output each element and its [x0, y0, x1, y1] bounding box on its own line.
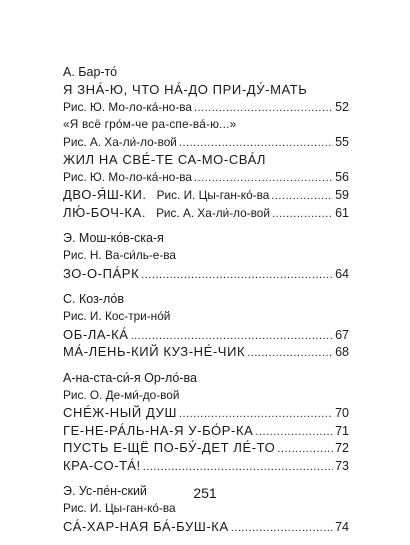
toc-entry[interactable]	[63, 422, 349, 440]
author-name: А. Бар-то́	[63, 65, 118, 79]
toc-entry[interactable]	[63, 404, 349, 422]
entry-title: ЛЮ́-БОЧ-КА.	[63, 204, 147, 220]
dot-leader	[247, 345, 333, 363]
toc-section	[63, 371, 349, 475]
entry-title: СНЕ́Ж-НЫЙ ДУШ	[63, 405, 177, 420]
toc-entry[interactable]	[63, 186, 349, 204]
dot-leader	[194, 170, 333, 188]
toc-entry[interactable]	[63, 343, 349, 361]
illustrator-credit: Рис. Н. Ва-си́ль-е-ва	[63, 248, 176, 262]
dot-leader	[143, 459, 333, 477]
toc-entry[interactable]	[63, 439, 349, 457]
toc-entry[interactable]	[63, 81, 349, 99]
author-name: С. Коз-ло́в	[63, 292, 124, 306]
toc-entry[interactable]	[63, 326, 349, 344]
dot-leader	[231, 520, 333, 538]
entry-page-number: 56	[335, 169, 349, 184]
entry-page-number: 70	[335, 406, 349, 420]
entry-page-number: 73	[335, 458, 349, 473]
author-name: Э. Ус-пе́н-ский	[63, 484, 147, 498]
entry-title: ЖИЛ НА СВЕ́-ТЕ СА-МО-СВА́Л	[63, 152, 267, 167]
toc-entry[interactable]	[63, 265, 349, 283]
entry-page-number: 55	[335, 134, 349, 149]
entry-page-number: 68	[335, 345, 349, 359]
toc-entry[interactable]	[63, 134, 349, 152]
author-name: А-на-ста-си́-я Ор-ло́-ва	[63, 370, 197, 385]
entry-page-number: 74	[335, 519, 349, 534]
entry-title: Я ЗНА́-Ю, ЧТО НА́-ДО ПРИ-ДУ́-МАТЬ	[63, 82, 308, 97]
illustrator-credit: Рис. И. Цы-ган-ко́-ва	[156, 188, 270, 202]
entry-page-number: 71	[335, 423, 349, 438]
dot-leader	[194, 100, 333, 118]
toc-entry[interactable]	[63, 247, 349, 265]
entry-title: ОБ-ЛА-КА́	[63, 326, 129, 342]
table-of-contents	[63, 65, 349, 545]
entry-title: ПУСТЬ Е-ЩЁ ПО-БУ́-ДЕТ ЛЕ́-ТО	[63, 440, 276, 455]
toc-entry[interactable]	[63, 500, 349, 518]
entry-page-number: 72	[335, 441, 349, 455]
dot-leader	[179, 135, 333, 153]
entry-title: ГЕ-НЕ-РА́ЛЬ-НА-Я У-БО́Р-КА	[63, 422, 254, 438]
dot-leader	[277, 441, 333, 459]
entry-page-number: 61	[335, 205, 349, 220]
entry-title: ЗО-О-ПА́РК	[63, 265, 140, 281]
toc-entry[interactable]	[63, 116, 349, 134]
toc-entry[interactable]	[63, 308, 349, 326]
toc-entry[interactable]	[63, 151, 349, 169]
entry-page-number: 59	[335, 188, 349, 202]
toc-entry[interactable]	[63, 99, 349, 117]
page-number: 251	[193, 485, 217, 501]
entry-title: ДВО-Я́Ш-КИ.	[63, 187, 147, 202]
author-name: Э. Мош-ко́в-ска-я	[63, 231, 164, 245]
dot-leader	[272, 206, 333, 224]
entry-page-number: 67	[335, 327, 349, 342]
dot-leader	[141, 267, 333, 285]
illustrator-credit: Рис. О. Де-ми́-до-вой	[63, 387, 180, 402]
entry-page-number: 64	[335, 266, 349, 281]
dot-leader	[271, 188, 333, 206]
toc-section	[63, 231, 349, 282]
illustrator-credit: Рис. А. Ха-ли́-ло-вой	[63, 134, 177, 149]
toc-entry[interactable]	[63, 387, 349, 405]
illustrator-credit: Рис. Ю. Мо-ло-ка́-но-ва	[63, 99, 192, 114]
illustrator-credit: Рис. И. Кос-три-но́й	[63, 309, 171, 323]
illustrator-credit: Рис. А. Ха-ли́-ло-вой	[156, 205, 270, 220]
toc-entry[interactable]	[63, 518, 349, 536]
entry-title: КРА-СО-ТА́!	[63, 457, 141, 473]
entry-page-number: 52	[335, 99, 349, 114]
toc-entry[interactable]	[63, 457, 349, 475]
illustrator-credit: Рис. Ю. Мо-ло-ка́-но-ва	[63, 169, 192, 184]
toc-entry[interactable]	[63, 169, 349, 187]
entry-title: СА́-ХАР-НАЯ БА́-БУШ-КА	[63, 518, 229, 534]
toc-section	[63, 65, 349, 221]
illustrator-credit: Рис. И. Цы-ган-ко́-ва	[63, 501, 176, 515]
entry-title: «Я всё гро́м-че ра-спе-ва́-ю...»	[63, 117, 237, 131]
entry-title: МА́-ЛЕНЬ-КИЙ КУЗ-НЕ́-ЧИК	[63, 344, 246, 359]
toc-entry[interactable]	[63, 204, 349, 222]
toc-section	[63, 292, 349, 361]
